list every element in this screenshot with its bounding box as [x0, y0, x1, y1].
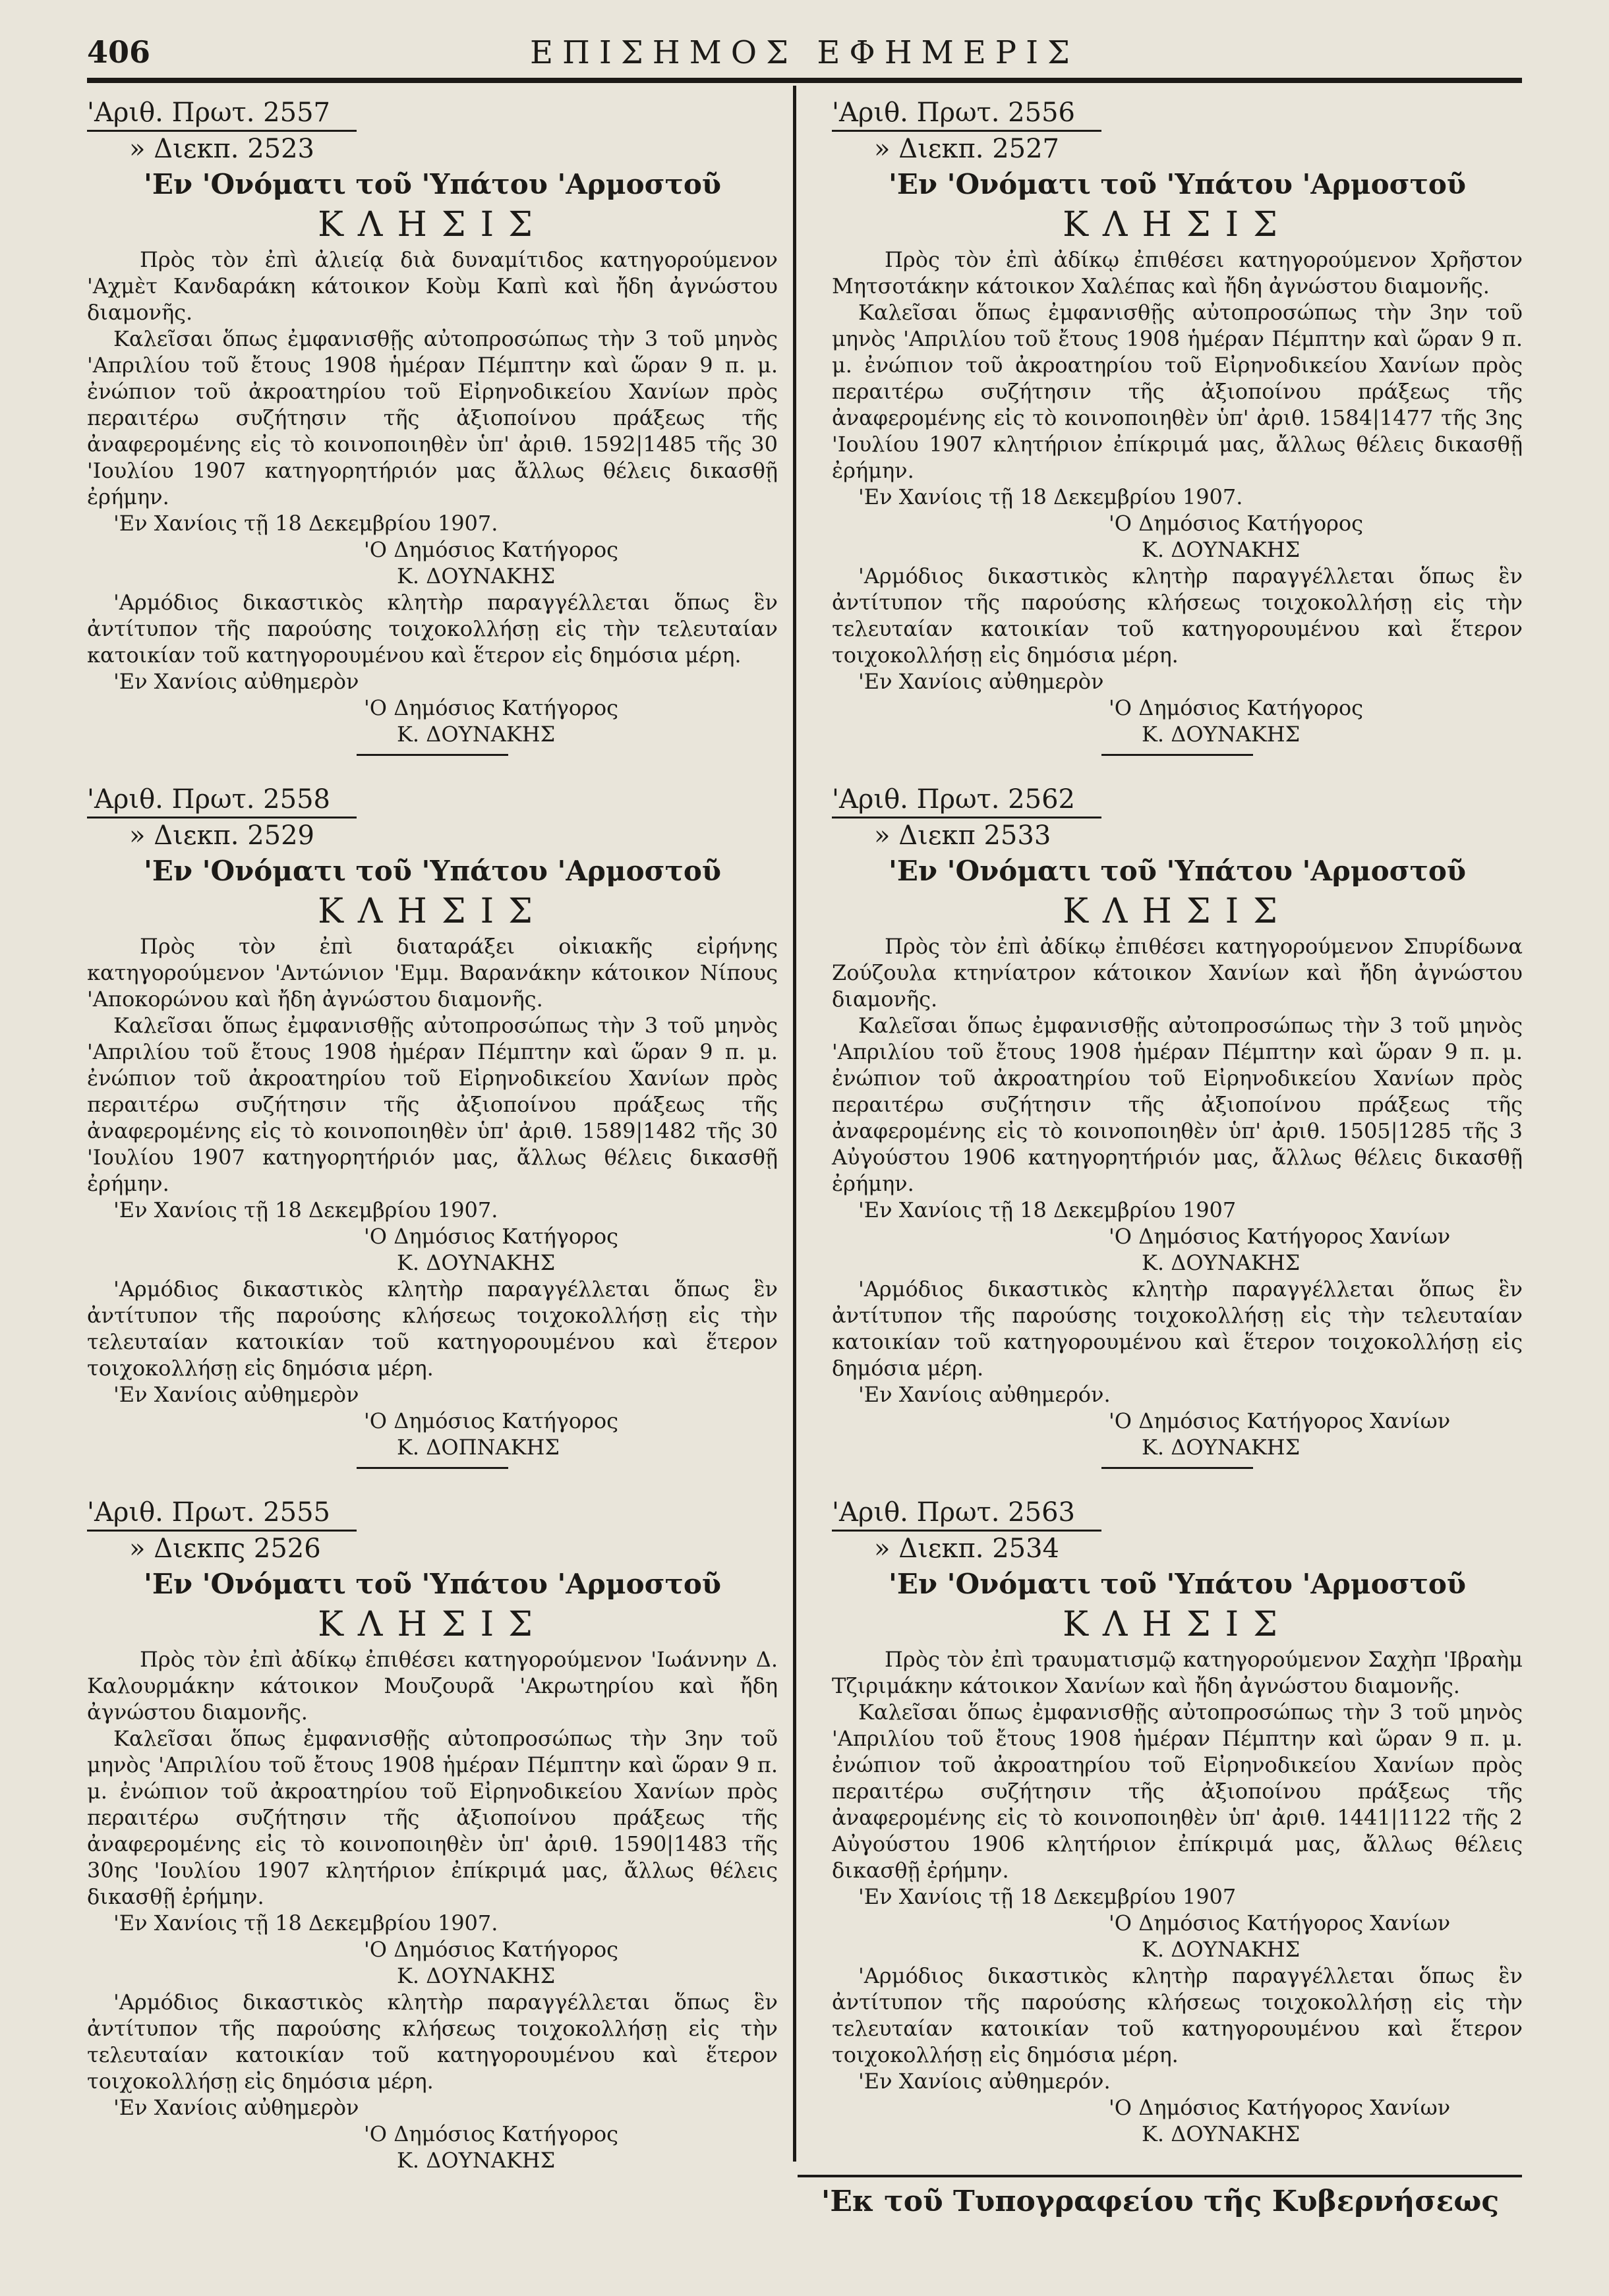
notice-date: 'Εν Χανίοις αὐθημερὸν — [113, 2095, 359, 2120]
notice-separator — [357, 1467, 508, 1469]
dispatch-number: » Διεκπ. 2534 — [874, 1534, 1059, 1564]
signatory-title: 'Ο Δημόσιος Κατήγορος Χανίων — [1109, 1910, 1451, 1936]
notice-heading: 'Εν 'Ονόματι τοῦ 'Υπάτου 'Αρμοστοῦ — [889, 1568, 1466, 1600]
signatory-name: Κ. ΔΟΥΝΑΚΗΣ — [1142, 1435, 1301, 1460]
signatory-title: 'Ο Δημόσιος Κατήγορος — [1109, 695, 1364, 720]
bailiff-instruction: 'Αρμόδιος δικαστικὸς κλητὴρ παραγγέλλεται ὅπως ἓν ἀντίτυπον τῆς παρούσης τοιχοκολλήσῃ εἰς τὴν τελευταίαν κατοικίαν τοῦ κατηγορουμένου καὶ ἕτερον τοιχοκολλήσῃ εἰς δημόσια μέρη. — [832, 1277, 1523, 1381]
printer-imprint: 'Εκ τοῦ Τυπογραφείου τῆς Κυβερνήσεως — [821, 2185, 1500, 2218]
notice-paragraph: Πρὸς τὸν ἐπὶ τραυματισμῷ κατηγορούμενον Σαχὴπ 'Ιβραὴμ Τζιριμάκην κάτοικον Χανίων καὶ ἤδη ἀγνώστου διαμονῆς. — [832, 1647, 1523, 1698]
signatory-title: 'Ο Δημόσιος Κατήγορος Χανίων — [1109, 1408, 1451, 1433]
signatory-name: Κ. ΔΟΥΝΑΚΗΣ — [397, 722, 556, 747]
notice-paragraph: Πρὸς τὸν ἐπὶ ἀδίκῳ ἐπιθέσει κατηγορούμενον 'Ιωάννην Δ. Καλουρμάκην κάτοικον Μουζουρᾶ 'Ακρωτηρίου καὶ ἤδη ἀγνώστου διαμονῆς. — [87, 1647, 778, 1725]
notice-paragraph: Καλεῖσαι ὅπως ἐμφανισθῇς αὐτοπροσώπως τὴν 3 τοῦ μηνὸς 'Απριλίου τοῦ ἔτους 1908 ἡμέραν Πέμπτην καὶ ὥραν 9 π. μ. ἐνώπιον τοῦ ἀκροατηρίου τοῦ Εἰρηνοδικείου Χανίων πρὸς περαιτέρω συζήτησιν τῆς ἀξιοποίνου πράξεως τῆς ἀναφερομένης εἰς τὸ κοινοποιηθὲν ὑπ' ἀριθ. 1592|1485 τῆς 30 'Ιουλίου 1907 κατηγορητήριόν μας ἄλλως θέλεις δικασθῇ ἐρήμην. — [87, 326, 778, 509]
notice-date: 'Εν Χανίοις αὐθημερὸν — [858, 669, 1104, 694]
signatory-title: 'Ο Δημόσιος Κατήγορος — [1109, 511, 1364, 536]
dispatch-number: » Διεκπ 2533 — [874, 820, 1051, 851]
notice-paragraph: Καλεῖσαι ὅπως ἐμφανισθῇς αὐτοπροσώπως τὴν 3 τοῦ μηνὸς 'Απριλίου τοῦ ἔτους 1908 ἡμέραν Πέμπτην καὶ ὥραν 9 π. μ. ἐνώπιον τοῦ ἀκροατηρίου τοῦ Εἰρηνοδικείου Χανίων πρὸς περαιτέρω συζήτησιν τῆς ἀξιοποίνου πράξεως τῆς ἀναφερομένης εἰς τὸ κοινοποιηθὲν ὑπ' ἀριθ. 1441|1122 τῆς 2 Αὐγούστου 1906 κλητήριον ἐπίκριμά μας, ἄλλως θέλεις δικασθῇ ἐρήμην. — [832, 1700, 1523, 1883]
signatory-name: Κ. ΔΟΥΝΑΚΗΣ — [1142, 1937, 1301, 1962]
signatory-title: 'Ο Δημόσιος Κατήγορος — [364, 537, 619, 562]
notice-date: 'Εν Χανίοις τῇ 18 Δεκεμβρίου 1907. — [113, 511, 498, 536]
signatory-title: 'Ο Δημόσιος Κατήγορος Χανίων — [1109, 2095, 1451, 2120]
notice-2557 — [87, 96, 778, 756]
dispatch-number: » Διεκπ. 2529 — [129, 820, 314, 851]
notice-date: 'Εν Χανίοις αὐθημερὸν — [113, 1382, 359, 1407]
notice-2555 — [87, 1495, 778, 2173]
notice-date: 'Εν Χανίοις τῇ 18 Δεκεμβρίου 1907 — [858, 1197, 1237, 1222]
notice-paragraph: Καλεῖσαι ὅπως ἐμφανισθῇς αὐτοπροσώπως τὴν 3 τοῦ μηνὸς 'Απριλίου τοῦ ἔτους 1908 ἡμέραν Πέμπτην καὶ ὥραν 9 π. μ. ἐνώπιον τοῦ ἀκροατηρίου τοῦ Εἰρηνοδικείου Χανίων πρὸς περαιτέρω συζήτησιν τῆς ἀξιοποίνου πράξεως τῆς ἀναφερομένης εἰς τὸ κοινοποιηθὲν ὑπ' ἀριθ. 1589|1482 τῆς 30 'Ιουλίου 1907 κατηγορητήριόν μας, ἄλλως θέλεις δικασθῇ ἐρήμην. — [87, 1013, 778, 1196]
signatory-title: 'Ο Δημόσιος Κατήγορος Χανίων — [1109, 1224, 1451, 1249]
page-header-title: ΕΠΙΣΗΜΟΣ ΕΦΗΜΕΡΙΣ — [530, 34, 1079, 71]
notice-date: 'Εν Χανίοις αὐθημερόν. — [858, 1382, 1111, 1407]
signatory-name: Κ. ΔΟΠΝΑΚΗΣ — [397, 1435, 560, 1460]
notice-date: 'Εν Χανίοις τῇ 18 Δεκεμβρίου 1907 — [858, 1884, 1237, 1909]
signatory-title: 'Ο Δημόσιος Κατήγορος — [364, 2121, 619, 2146]
notice-kind: ΚΛΗΣΙΣ — [1063, 205, 1292, 244]
signatory-title: 'Ο Δημόσιος Κατήγορος — [364, 1224, 619, 1249]
notice-date: 'Εν Χανίοις αὐθημερόν. — [858, 2069, 1111, 2094]
notice-date: 'Εν Χανίοις τῇ 18 Δεκεμβρίου 1907. — [858, 484, 1243, 509]
notice-separator — [1101, 1467, 1253, 1469]
notice-kind: ΚΛΗΣΙΣ — [318, 1605, 547, 1644]
notice-date: 'Εν Χανίοις τῇ 18 Δεκεμβρίου 1907. — [113, 1910, 498, 1936]
notice-paragraph: Καλεῖσαι ὅπως ἐμφανισθῇς αὐτοπροσώπως τὴν 3ην τοῦ μηνὸς 'Απριλίου τοῦ ἔτους 1908 ἡμέραν Πέμπτην καὶ ὥραν 9 π. μ. ἐνώπιον τοῦ ἀκροατηρίου τοῦ Εἰρηνοδικείου Χανίων πρὸς περαιτέρω συζήτησιν τῆς ἀξιοποίνου πράξεως τῆς ἀναφερομένης εἰς τὸ κοινοποιηθὲν ὑπ' ἀριθ. 1584|1477 τῆς 3ης 'Ιουλίου 1907 κλητήριον ἐπίκριμά μας, ἄλλως θέλεις δικασθῇ ἐρήμην. — [832, 300, 1523, 483]
notice-heading: 'Εν 'Ονόματι τοῦ 'Υπάτου 'Αρμοστοῦ — [889, 168, 1466, 200]
bailiff-instruction: 'Αρμόδιος δικαστικὸς κλητὴρ παραγγέλλεται ὅπως ἓν ἀντίτυπον τῆς παρούσης τοιχοκολλήσῃ εἰς τὴν τελευταίαν κατοικίαν τοῦ κατηγορουμένου καὶ ἕτερον εἰς δημόσια μέρη. — [87, 590, 778, 668]
dispatch-number: » Διεκπ. 2523 — [129, 134, 314, 164]
signatory-title: 'Ο Δημόσιος Κατήγορος — [364, 695, 619, 720]
signatory-name: Κ. ΔΟΥΝΑΚΗΣ — [1142, 722, 1301, 747]
notice-paragraph: Πρὸς τὸν ἐπὶ ἀδίκῳ ἐπιθέσει κατηγορούμενον Χρῆστον Μητσοτάκην κάτοικον Χαλέπας καὶ ἤδη ἀγνώστου διαμονῆς. — [832, 247, 1523, 299]
signatory-name: Κ. ΔΟΥΝΑΚΗΣ — [397, 1250, 556, 1275]
notice-kind: ΚΛΗΣΙΣ — [1063, 1605, 1292, 1644]
notice-heading: 'Εν 'Ονόματι τοῦ 'Υπάτου 'Αρμοστοῦ — [144, 1568, 721, 1600]
notice-2558 — [87, 782, 778, 1469]
notice-2562 — [832, 782, 1523, 1469]
notice-separator — [357, 754, 508, 756]
notice-date: 'Εν Χανίοις αὐθημερὸν — [113, 669, 359, 694]
protocol-number: 'Αριθ. Πρωτ. 2557 — [87, 96, 357, 132]
notice-2556 — [832, 96, 1523, 756]
notice-kind: ΚΛΗΣΙΣ — [1063, 892, 1292, 931]
signatory-name: Κ. ΔΟΥΝΑΚΗΣ — [1142, 2121, 1301, 2146]
protocol-number: 'Αριθ. Πρωτ. 2556 — [832, 96, 1101, 132]
notice-heading: 'Εν 'Ονόματι τοῦ 'Υπάτου 'Αρμοστοῦ — [889, 855, 1466, 887]
notice-2563 — [832, 1495, 1523, 2147]
notice-heading: 'Εν 'Ονόματι τοῦ 'Υπάτου 'Αρμοστοῦ — [144, 855, 721, 887]
signatory-name: Κ. ΔΟΥΝΑΚΗΣ — [1142, 1250, 1301, 1275]
notice-paragraph: Πρὸς τὸν ἐπὶ ἀδίκῳ ἐπιθέσει κατηγορούμενον Σπυρίδωνα Ζούζουλα κτηνίατρον κάτοικον Χανίων καὶ ἤδη ἀγνώστου διαμονῆς. — [832, 934, 1523, 1012]
dispatch-number: » Διεκπς 2526 — [129, 1534, 321, 1564]
notice-paragraph: Πρὸς τὸν ἐπὶ διαταράξει οἰκιακῆς εἰρήνης κατηγορούμενον 'Αντώνιον 'Εμμ. Βαρανάκην κάτοικον Νίπους 'Αποκορώνου καὶ ἤδη ἀγνώστου διαμονῆς. — [87, 934, 778, 1012]
notice-paragraph: Πρὸς τὸν ἐπὶ ἀλιείᾳ διὰ δυναμίτιδος κατηγορούμενον 'Αχμὲτ Κανδαράκη κάτοικον Κοὺμ Καπὶ καὶ ἤδη ἀγνώστου διαμονῆς. — [87, 247, 778, 325]
protocol-number: 'Αριθ. Πρωτ. 2562 — [832, 782, 1101, 818]
left-column — [87, 96, 778, 2200]
notice-paragraph: Καλεῖσαι ὅπως ἐμφανισθῇς αὐτοπροσώπως τὴν 3ην τοῦ μηνὸς 'Απριλίου τοῦ ἔτους 1908 ἡμέραν Πέμπτην καὶ ὥραν 9 π. μ. ἐνώπιον τοῦ ἀκροατηρίου τοῦ Εἰρηνοδικείου Χανίων πρὸς περαιτέρω συζήτησιν τῆς ἀξιοποίνου πράξεως τῆς ἀναφερομένης εἰς τὸ κοινοποιηθὲν ὑπ' ἀριθ. 1590|1483 τῆς 30ης 'Ιουλίου 1907 κλητήριον ἐπίκριμά μας, ἄλλως θέλεις δικασθῇ ἐρήμην. — [87, 1726, 778, 1909]
notice-date: 'Εν Χανίοις τῇ 18 Δεκεμβρίου 1907. — [113, 1197, 498, 1222]
signatory-name: Κ. ΔΟΥΝΑΚΗΣ — [397, 563, 556, 588]
notice-kind: ΚΛΗΣΙΣ — [318, 892, 547, 931]
signatory-name: Κ. ΔΟΥΝΑΚΗΣ — [397, 2148, 556, 2173]
column-divider — [793, 86, 796, 2162]
bailiff-instruction: 'Αρμόδιος δικαστικὸς κλητὴρ παραγγέλλεται ὅπως ἓν ἀντίτυπον τῆς παρούσης κλήσεως τοιχοκολλήσῃ εἰς τὴν τελευταίαν κατοικίαν τοῦ κατηγορουμένου καὶ ἕτερον τοιχοκολλήσῃ εἰς δημόσια μέρη. — [832, 563, 1523, 668]
bailiff-instruction: 'Αρμόδιος δικαστικὸς κλητὴρ παραγγέλλεται ὅπως ἓν ἀντίτυπον τῆς παρούσης κλήσεως τοιχοκολλήσῃ εἰς τὴν τελευταίαν κατοικίαν τοῦ κατηγορουμένου καὶ ἕτερον τοιχοκολλήσῃ εἰς δημόσια μέρη. — [832, 1963, 1523, 2067]
footer-rule — [798, 2175, 1522, 2177]
protocol-number: 'Αριθ. Πρωτ. 2555 — [87, 1495, 357, 1532]
signatory-title: 'Ο Δημόσιος Κατήγορος — [364, 1408, 619, 1433]
header-rule — [87, 78, 1522, 83]
notice-heading: 'Εν 'Ονόματι τοῦ 'Υπάτου 'Αρμοστοῦ — [144, 168, 721, 200]
protocol-number: 'Αριθ. Πρωτ. 2563 — [832, 1495, 1101, 1532]
notice-kind: ΚΛΗΣΙΣ — [318, 205, 547, 244]
dispatch-number: » Διεκπ. 2527 — [874, 134, 1059, 164]
bailiff-instruction: 'Αρμόδιος δικαστικὸς κλητὴρ παραγγέλλεται ὅπως ἓν ἀντίτυπον τῆς παρούσης κλήσεως τοιχοκολλήσῃ εἰς τὴν τελευταίαν κατοικίαν τοῦ κατηγορουμένου καὶ ἕτερον τοιχοκολλήσῃ εἰς δημόσια μέρη. — [87, 1990, 778, 2094]
page-number: 406 — [87, 34, 151, 70]
signatory-title: 'Ο Δημόσιος Κατήγορος — [364, 1937, 619, 1962]
notice-separator — [1101, 754, 1253, 756]
protocol-number: 'Αριθ. Πρωτ. 2558 — [87, 782, 357, 818]
right-column — [832, 96, 1523, 2173]
signatory-name: Κ. ΔΟΥΝΑΚΗΣ — [397, 1963, 556, 1988]
notice-paragraph: Καλεῖσαι ὅπως ἐμφανισθῇς αὐτοπροσώπως τὴν 3 τοῦ μηνὸς 'Απριλίου τοῦ ἔτους 1908 ἡμέραν Πέμπτην καὶ ὥραν 9 π. μ. ἐνώπιον τοῦ ἀκροατηρίου τοῦ Εἰρηνοδικείου Χανίων πρὸς περαιτέρω συζήτησιν τῆς ἀξιοποίνου πράξεως τῆς ἀναφερομένης εἰς τὸ κοινοποιηθὲν ὑπ' ἀριθ. 1505|1285 τῆς 3 Αὐγούστου 1906 κατηγορητήριόν μας, ἄλλως θέλεις δικασθῇ ἐρήμην. — [832, 1013, 1523, 1196]
signatory-name: Κ. ΔΟΥΝΑΚΗΣ — [1142, 537, 1301, 562]
bailiff-instruction: 'Αρμόδιος δικαστικὸς κλητὴρ παραγγέλλεται ὅπως ἓν ἀντίτυπον τῆς παρούσης κλήσεως τοιχοκολλήσῃ εἰς τὴν τελευταίαν κατοικίαν τοῦ κατηγορουμένου καὶ ἕτερον τοιχοκολλήσῃ εἰς δημόσια μέρη. — [87, 1277, 778, 1381]
